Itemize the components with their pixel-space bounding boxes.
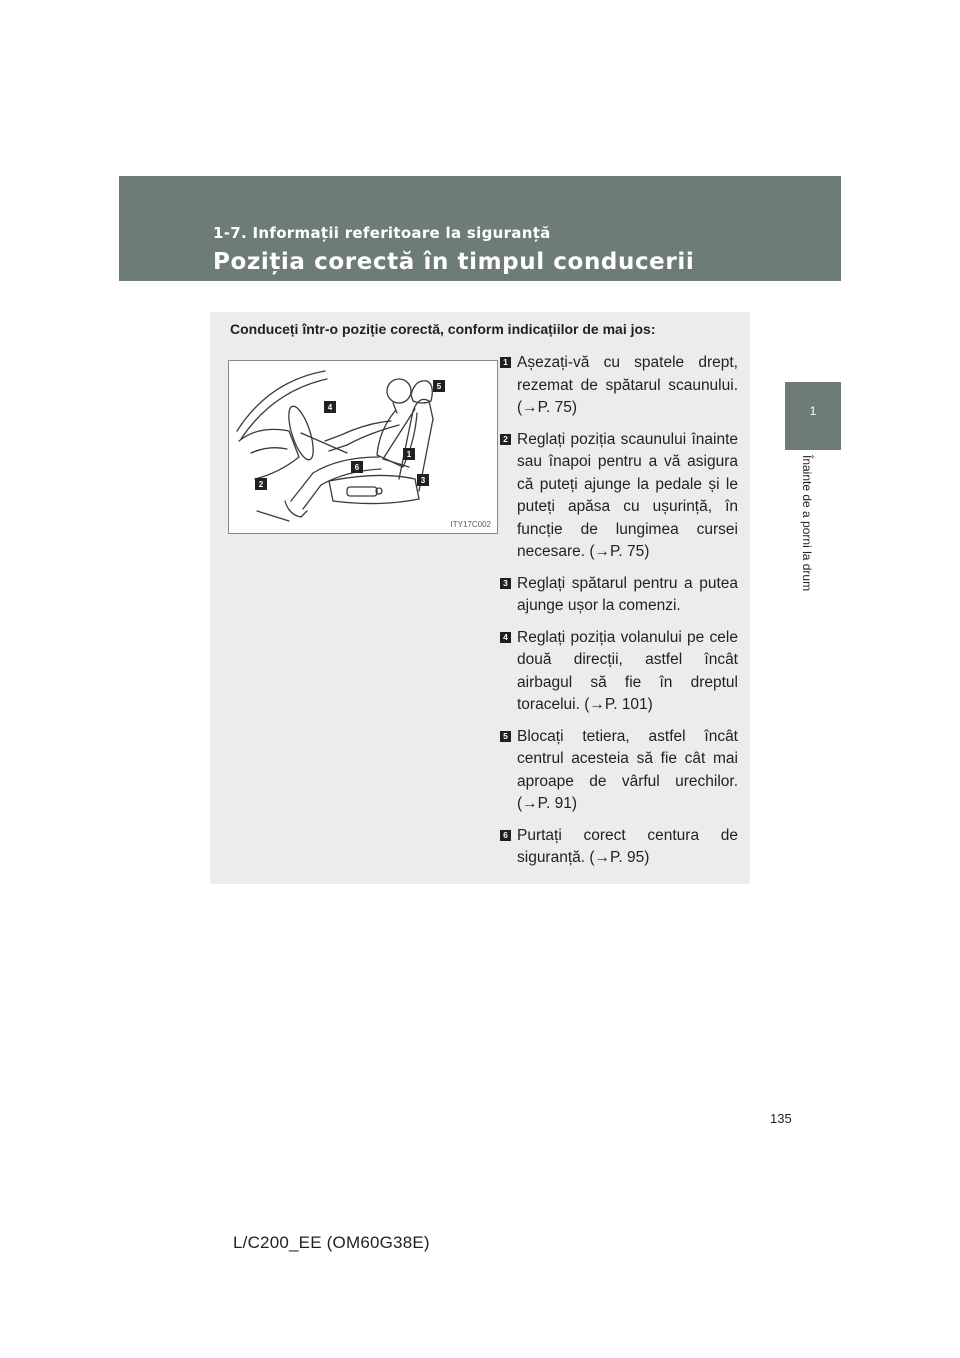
item-text: Așezați-vă cu spatele drept, rezemat de spătarul scaunului. (→P. 75) xyxy=(517,354,738,416)
driver-seat-drawing xyxy=(229,361,497,533)
svg-text:3: 3 xyxy=(420,476,426,485)
item-marker: 2 xyxy=(500,434,511,445)
item-marker: 3 xyxy=(500,578,511,589)
chapter-tab xyxy=(785,382,841,450)
item-text: Blocați tetiera, astfel încât centrul acesteia să fie cât mai aproape de vârful urechilor. (→P. 91) xyxy=(517,727,738,812)
instruction-item xyxy=(500,573,738,618)
svg-text:2: 2 xyxy=(258,480,264,489)
instruction-item xyxy=(500,627,738,717)
chapter-side-label xyxy=(800,455,824,635)
svg-text:4: 4 xyxy=(327,403,333,412)
page-title: Poziția corectă în timpul conducerii xyxy=(213,249,695,275)
item-text: Reglați spătarul pentru a putea ajunge ușor la comenzi. xyxy=(517,574,738,614)
svg-text:6: 6 xyxy=(354,463,360,472)
item-marker: 5 xyxy=(500,731,511,742)
instruction-list xyxy=(500,352,738,879)
item-text: Reglați poziția volanului pe cele două direcții, astfel încât airbagul să fie în dreptul toracelui. (→P. 101) xyxy=(517,628,738,713)
driving-position-illustration xyxy=(228,360,498,534)
instruction-item xyxy=(500,429,738,564)
chapter-label: Înainte de a porni la drum xyxy=(800,455,814,592)
section-label: 1-7. Informații referitoare la siguranță xyxy=(213,224,551,242)
item-text: Reglați poziția scaunului înainte sau înapoi pentru a vă asigura că puteți ajunge la pedale și le puteți apăsa cu ușurință, în funcție de lungimea cursei necesare. (→P. 75) xyxy=(517,430,738,560)
instruction-item xyxy=(500,352,738,420)
instruction-item xyxy=(500,726,738,816)
item-marker: 6 xyxy=(500,830,511,841)
dashboard-outline xyxy=(239,429,299,479)
instruction-item xyxy=(500,825,738,870)
windshield-line xyxy=(237,371,325,431)
item-marker: 4 xyxy=(500,632,511,643)
seat-control xyxy=(347,487,377,496)
seat-cushion xyxy=(329,475,419,503)
driver-leg xyxy=(291,457,379,501)
intro-text: Conduceți într-o poziție corectă, conform indicațiilor de mai jos: xyxy=(230,321,656,337)
page-number: 135 xyxy=(770,1111,792,1126)
svg-text:5: 5 xyxy=(436,382,442,391)
svg-text:1: 1 xyxy=(406,450,412,459)
driver-head xyxy=(387,379,411,403)
item-text: Purtați corect centura de siguranță. (→P. 95) xyxy=(517,826,738,866)
figure-code: ITY17C002 xyxy=(450,520,491,529)
content-panel xyxy=(210,312,750,884)
chapter-number: 1 xyxy=(809,404,817,418)
section-header xyxy=(119,176,841,281)
item-marker: 1 xyxy=(500,357,511,368)
model-code: L/C200_EE (OM60G38E) xyxy=(233,1233,430,1252)
